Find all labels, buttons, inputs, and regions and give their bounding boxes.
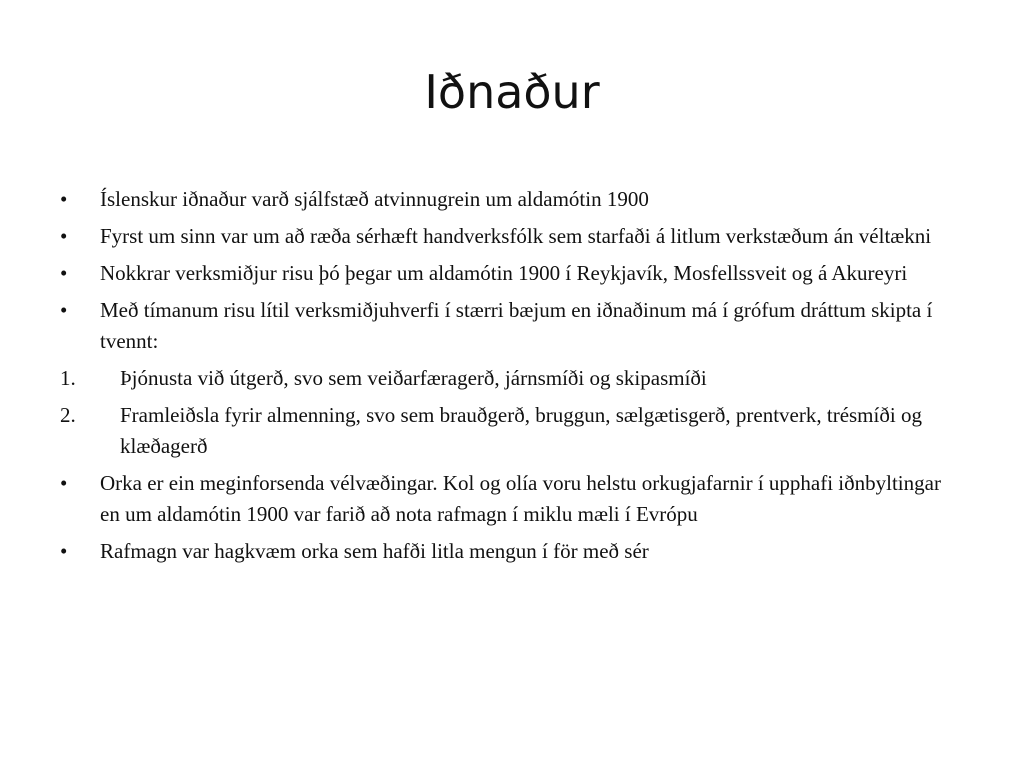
bullet-marker: • [60,187,68,211]
bullet-item [0,184,1024,215]
slide-body [0,184,1024,573]
bullet-item [0,468,1024,530]
bullet-text: Íslenskur iðnaður varð sjálfstæð atvinnugrein um aldamótin 1900 [100,187,649,211]
bullet-item [0,258,1024,289]
numbered-item [0,400,1024,462]
bullet-item [0,221,1024,252]
bullet-item [0,536,1024,567]
bullet-marker: • [60,539,68,563]
bullet-text: Með tímanum risu lítil verksmiðjuhverfi í stærri bæjum en iðnaðinum má í grófum dráttum skipta í tvennt: [100,298,933,353]
bullet-text: Fyrst um sinn var um að ræða sérhæft handverksfólk sem starfaði á litlum verkstæðum án véltækni [100,224,932,248]
bullet-text: Rafmagn var hagkvæm orka sem hafði litla mengun í för með sér [100,539,649,563]
bullet-marker: • [60,261,68,285]
number-marker: 2. [60,403,76,427]
slide-title: Iðnaður [424,65,600,119]
bullet-marker: • [60,471,68,495]
bullet-marker: • [60,298,68,322]
bullet-text: Nokkrar verksmiðjur risu þó þegar um aldamótin 1900 í Reykjavík, Mosfellssveit og á Akureyri [100,261,908,285]
bullet-text: Orka er ein meginforsenda vélvæðingar. Kol og olía voru helstu orkugjafarnir í upphafi iðnbyltingar en um aldamótin 1900 var farið að nota rafmagn í miklu mæli í Evrópu [100,471,941,526]
bullet-item [0,295,1024,357]
bullet-marker: • [60,224,68,248]
numbered-text: Þjónusta við útgerð, svo sem veiðarfæragerð, járnsmíði og skipasmíði [120,366,707,390]
numbered-text: Framleiðsla fyrir almenning, svo sem brauðgerð, bruggun, sælgætisgerð, prentverk, trésmíði og klæðagerð [120,403,922,458]
numbered-item [0,363,1024,394]
number-marker: 1. [60,366,76,390]
